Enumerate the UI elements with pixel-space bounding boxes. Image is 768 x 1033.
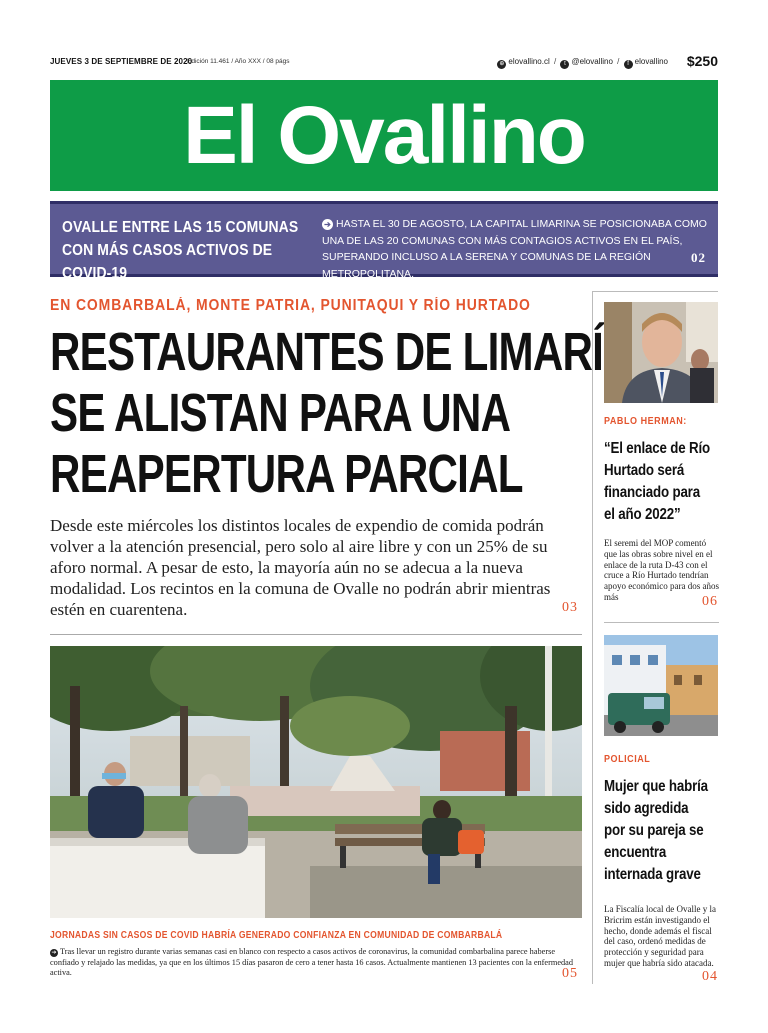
story1-kicker: PABLO HERMAN: xyxy=(604,416,687,427)
twitter-link[interactable]: @elovallino xyxy=(571,57,613,66)
divider xyxy=(50,634,582,635)
price: $250 xyxy=(686,53,718,69)
top-strip xyxy=(50,53,718,72)
newspaper-logo: El Ovallino xyxy=(183,90,585,181)
plaza-photo-image xyxy=(50,646,582,918)
banner-headline: OVALLE ENTRE LAS 15 COMUNAS CON MÁS CASOS ACTIVOS DE COVID-19 xyxy=(62,219,299,282)
twitter-icon: t xyxy=(560,60,569,69)
banner-page-ref: 02 xyxy=(691,250,706,265)
arrow-right-icon: ➔ xyxy=(51,950,57,956)
facebook-icon: f xyxy=(624,60,633,69)
photo-story-page-ref: 05 xyxy=(562,966,578,981)
social-links: ⊕ elovallino.cl / t @elovallino / f elovallino xyxy=(499,57,668,67)
banner-text: ➔ HASTA EL 30 DE AGOSTO, LA CAPITAL LIMARINA SE POSICIONABA COMO UNA DE LAS 20 COMUNAS CON MÁS CONTAGIOS ACTIVOS EN EL PAÍS, SUPERANDO INCLUSO A LA SERENA Y COMUNAS DE LA REGIÓN METROPOLITANA. xyxy=(322,218,707,280)
globe-icon: ⊕ xyxy=(499,61,505,67)
covid-banner[interactable] xyxy=(50,201,718,282)
website-link[interactable]: elovallino.cl xyxy=(508,57,550,66)
masthead xyxy=(50,80,718,191)
edition-info: Edición 11.461 / Año XXX / 08 págs xyxy=(187,58,290,65)
story2-kicker: POLICIAL xyxy=(604,754,651,765)
main-kicker: EN COMBARBALÁ, MONTE PATRIA, PUNITAQUI Y RÍO HURTADO xyxy=(50,297,531,314)
photo-story-headline[interactable]: JORNADAS SIN CASOS DE COVID HABRÍA GENERADO CONFIANZA EN COMUNIDAD DE COMBARBALÁ xyxy=(50,930,503,941)
headline-line: RESTAURANTES DE LIMARÍ xyxy=(50,322,604,382)
photo-story-text: ➔ Tras llevar un registro durante varias semanas casi en blanco con respecto a casos activos de coronavirus, la comunidad combarbalina parece haberse confiado y relajado las medidas, ya que en los últimos 15 días pasaron de cero a tener hasta 16 casos. Actualmente mantienen 13 pacientes con la enfermedad activa. xyxy=(50,947,573,977)
headline-line: SE ALISTAN PARA UNA xyxy=(50,383,511,443)
headline-line: REAPERTURA PARCIAL xyxy=(50,444,523,504)
story2-page-ref: 04 xyxy=(702,969,718,984)
arrow-right-icon: ➔ xyxy=(322,219,333,230)
sidebar xyxy=(592,291,718,984)
facebook-link[interactable]: elovallino xyxy=(634,57,668,66)
story1-text: El seremi del MOP comentó que las obras sobre nivel en el enlace de la ruta D-43 con el cruce a Río Hurtado tendrían apoyo económico para dos años más xyxy=(604,538,719,602)
story2-headline[interactable]: Mujer que habría sido agredida por su pareja se encuentra internada grave xyxy=(604,778,708,883)
sidebar-divider xyxy=(604,622,719,623)
police-photo xyxy=(604,635,718,736)
main-headline[interactable] xyxy=(50,322,604,505)
story1-headline[interactable]: “El enlace de Río Hurtado será financiado para el año 2022” xyxy=(604,440,710,523)
portrait-image xyxy=(604,302,718,403)
story2-text: La Fiscalía local de Ovalle y la Bricrim están investigando el hecho, donde además el fiscal del caso, ordenó medidas de protección y seguridad para mujer que habría sido atacada. xyxy=(604,904,716,968)
pablo-herman-photo xyxy=(604,302,718,403)
plaza-photo xyxy=(50,646,582,918)
police-scene-image xyxy=(604,635,718,736)
main-lead: Desde este miércoles los distintos locales de expendio de comida podrán volver a la atención presencial, pero solo al aire libre y con un 25% de su aforo normal. A pesar de esto, la mayoría aún no se adecua a la nueva modalidad. Los recintos en la comuna de Ovalle no podrán abrir mientras estén en cuarentena. xyxy=(50,516,551,619)
issue-date: JUEVES 3 DE SEPTIEMBRE DE 2020 xyxy=(50,57,193,66)
main-page-ref: 03 xyxy=(562,600,578,615)
story1-page-ref: 06 xyxy=(702,594,718,609)
